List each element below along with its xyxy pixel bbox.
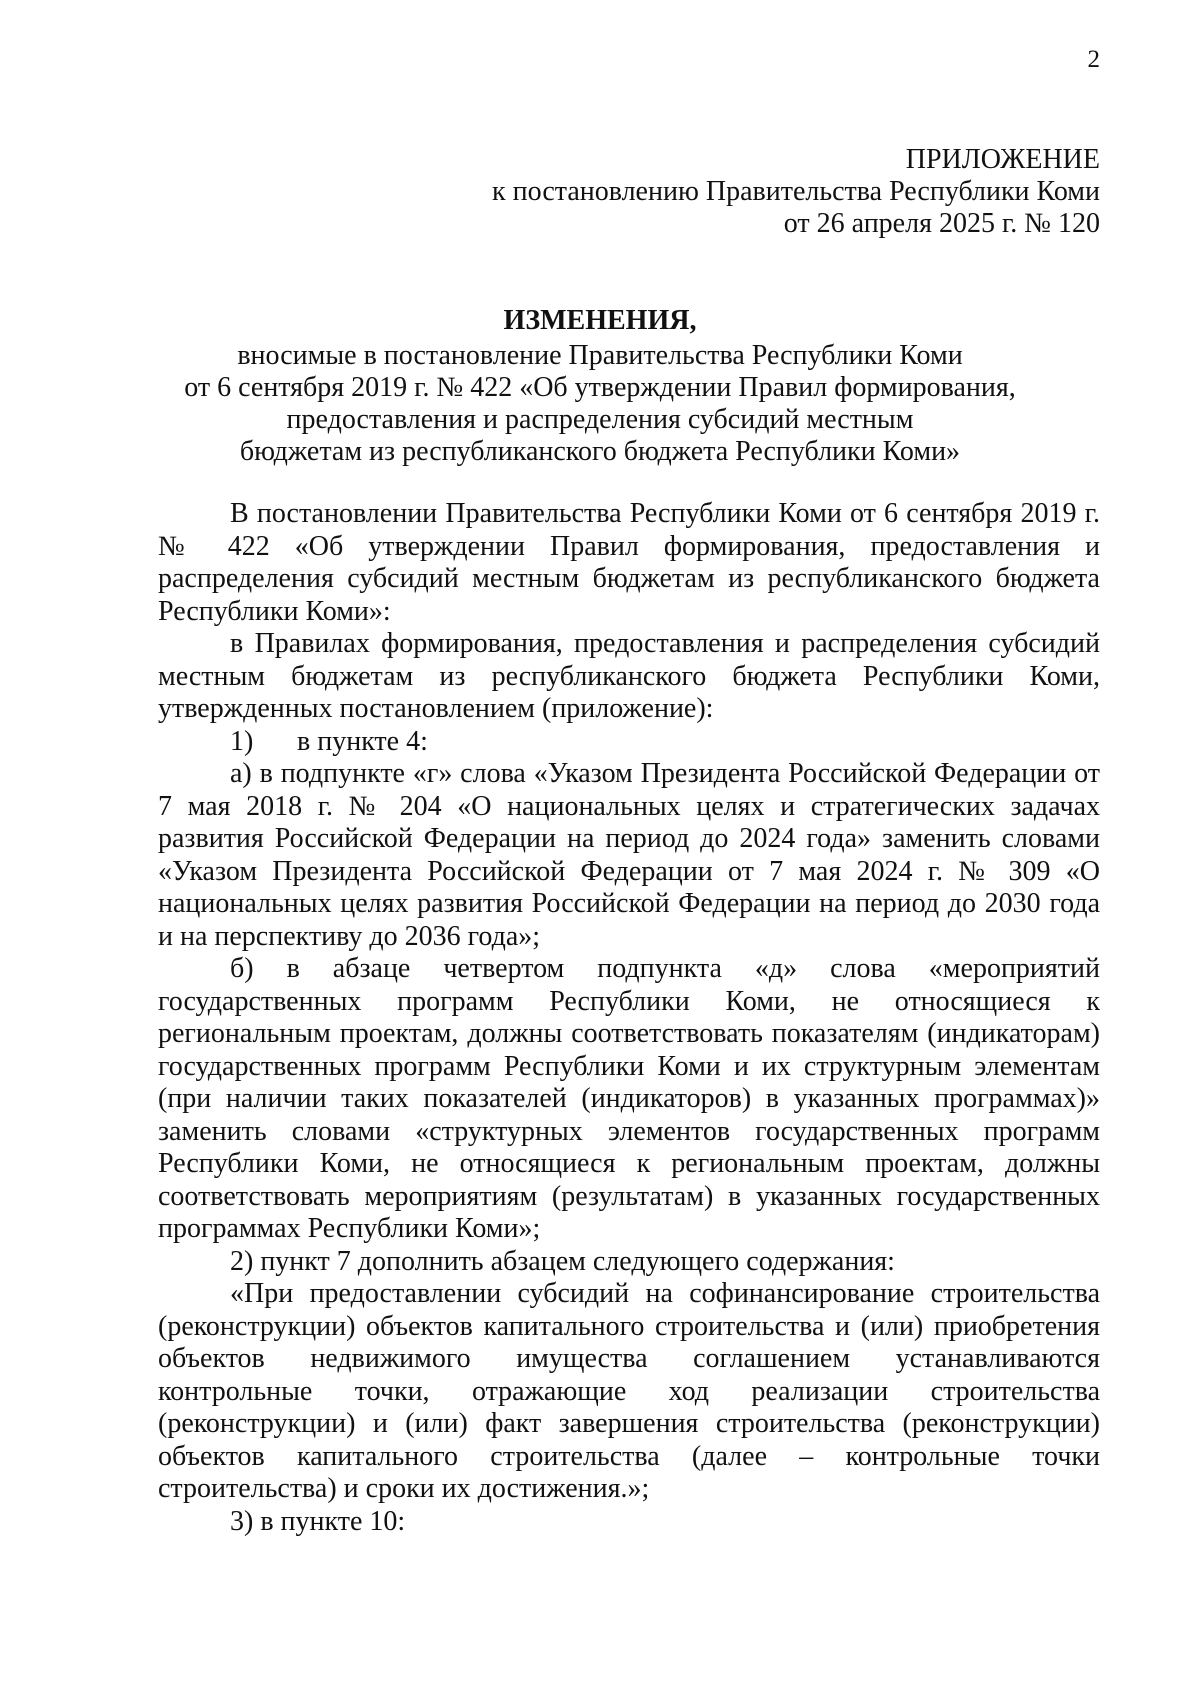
- paragraph-subitem-a: а) в подпункте «г» слова «Указом Президента Российской Федерации от 7 мая 2018 г. № 204 «О национальных целях и стратегических задачах развития Российской Федерации на период до 2024 года» заменить словами «Указом Президента Российской Федерации от 7 мая 2024 г. № 309 «О национальных целях развития Российской Федерации на период до 2030 года и на перспективу до 2036 года»;: [158, 758, 1100, 952]
- appendix-date: от 26 апреля 2025 г. № 120: [783, 208, 1100, 239]
- paragraph-subitem-b: б) в абзаце четвертом подпункта «д» слова «мероприятий государственных программ Республики Коми, не относящиеся к региональным проектам, должны соответствовать показателям (индикаторам) государственных программ Республики Коми и их структурным элементам (при наличии таких показателей (индикаторов) в указанных программах)» заменить словами «структурных элементов государственных программ Республики Коми, не относящиеся к региональным проектам, должны соответствовать мероприятиям (результатам) в указанных государственных программах Республики Коми»;: [158, 953, 1100, 1244]
- subtitle-line-1: вносимые в постановление Правительства Республики Коми: [237, 340, 963, 371]
- document-heading: [0, 305, 1200, 468]
- paragraph-intro: В постановлении Правительства Республики Коми от 6 сентября 2019 г. № 422 «Об утверждении Правил формирования, предоставления и распределения субсидий местным бюджетам из республиканского бюджета Республики Коми»:: [158, 498, 1100, 627]
- subtitle-line-2: от 6 сентября 2019 г. № 422 «Об утверждении Правил формирования,: [184, 372, 1016, 403]
- subtitle-line-4: бюджетам из республиканского бюджета Республики Коми»: [239, 436, 961, 467]
- page-number: 2: [1087, 46, 1100, 73]
- appendix-block: [492, 144, 1100, 240]
- item-1-text: в пункте 4:: [297, 725, 428, 757]
- paragraph-item-3: 3) в пункте 10:: [230, 1505, 406, 1537]
- paragraph-item-1: [158, 726, 1100, 759]
- paragraph-quote: «При предоставлении субсидий на софинансирование строительства (реконструкции) объектов капитального строительства и (или) приобретения объектов недвижимого имущества соглашением устанавливаются контрольные точки, отражающие ход реализации строительства (реконструкции) и (или) факт завершения строительства (реконструкции) объектов капитального строительства (далее – контрольные точки строительства) и сроки их достижения.»;: [158, 1278, 1100, 1504]
- document-subtitle: [0, 340, 1200, 468]
- paragraph-item-2: 2) пункт 7 дополнить абзацем следующего содержания:: [230, 1245, 895, 1277]
- item-1-number: 1): [230, 725, 254, 757]
- subtitle-line-3: предоставления и распределения субсидий местным: [286, 404, 914, 435]
- appendix-label: ПРИЛОЖЕНИЕ: [905, 144, 1100, 175]
- document-title: ИЗМЕНЕНИЯ,: [503, 305, 697, 336]
- appendix-reference: к постановлению Правительства Республики Коми: [492, 176, 1100, 207]
- paragraph-rules: в Правилах формирования, предоставления и распределения субсидий местным бюджетам из республиканского бюджета Республики Коми, утвержденных постановлением (приложение):: [158, 628, 1100, 724]
- document-body: [158, 498, 1100, 1538]
